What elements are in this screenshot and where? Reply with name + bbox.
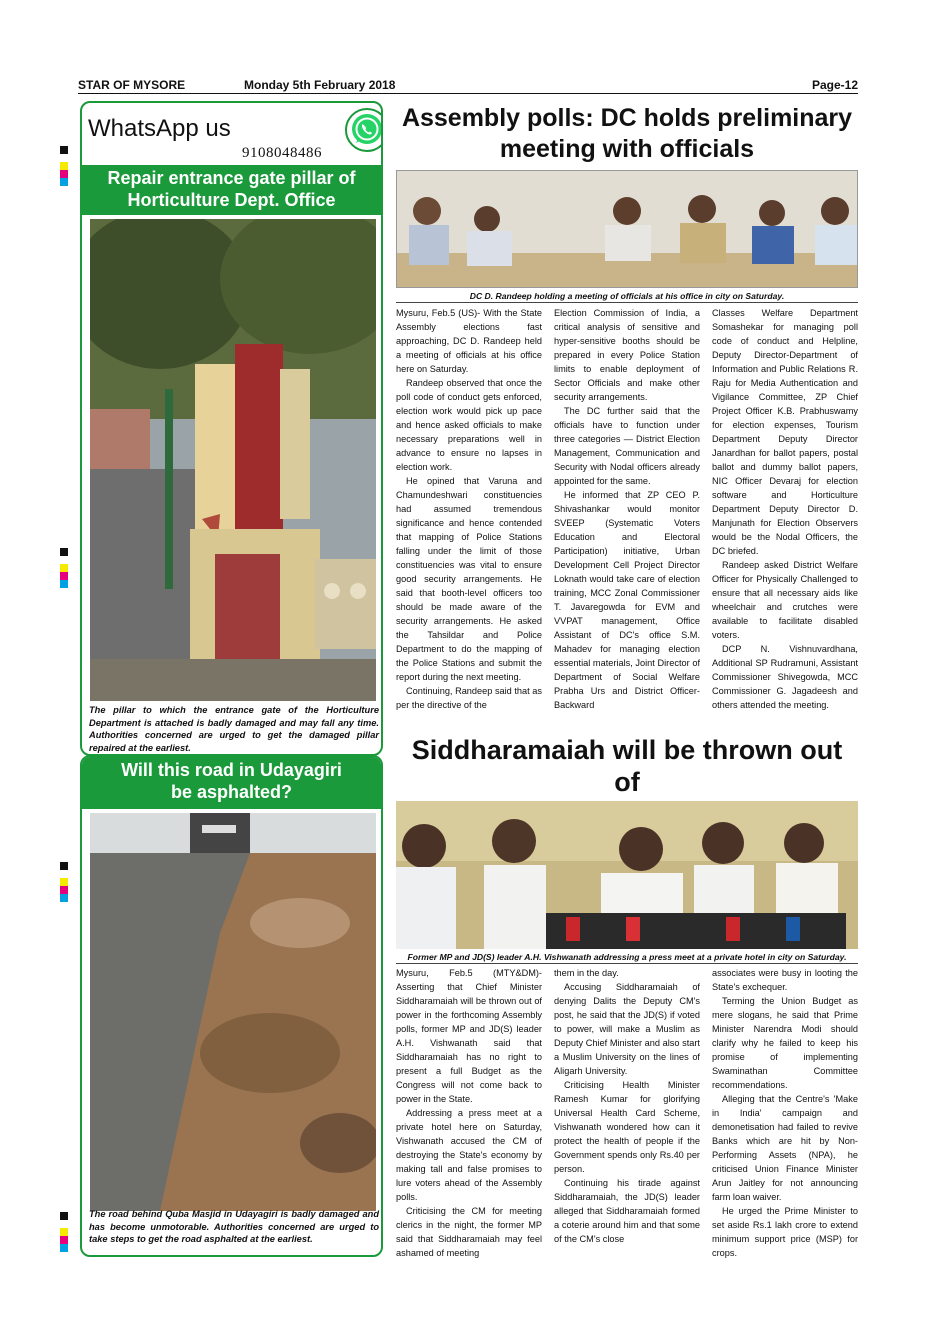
paragraph: Mysuru, Feb.5 (US)- With the State Assembly elections fast approaching, DC D. Randeep held a meeting of officials at his office here on Saturday.: [396, 308, 542, 374]
paragraph: Mysuru, Feb.5 (MTY&DM)- Asserting that Chief Minister Siddharamaiah will be thrown out of power in the forthcoming Assembly polls, former MP and JD(S) leader A.H. Vishwanath said that Siddharamaiah has no right to present a full Budget as the Congress will not come back to power in the State.: [396, 968, 542, 1104]
story2-column-1: [396, 966, 542, 1266]
press-meet-caption: Former MP and JD(S) leader A.H. Vishwanath addressing a press meet at a private hotel in city on Saturday.: [396, 952, 858, 964]
paragraph: Continuing, Randeep said that as per the directive of the: [396, 686, 542, 710]
paragraph: He opined that Varuna and Chamundeshwari constituencies had assumed tremendous significance and hence contended that mapping of Police Stations falling under the limit of those constituencies was vital to ensure good security arrangements. He said that booth-level officers too should be made aware of the security arrangements. He asked the Tahsildar and Police Department to do the mapping of the Police Stations and submit the report during the next meeting.: [396, 476, 542, 682]
story2-column-2: [554, 966, 700, 1266]
registration-marks: [60, 862, 68, 902]
paragraph: Classes Welfare Department Somashekar for managing poll code of conduct and Helpline, Deputy Director-Department of Information and Public Relations R. Raju for Media Authentication and Vigilance Committee, ZP Chief Project Officer K.B. Prabhuswamy for election expenses, Tourism Department Deputy Director Janardhan for ballot papers, postal ballot and dummy ballot papers, NIC Officer Devaraj for election software and Horticulture Department Deputy Director D. Manjunath for Election Observers would be the Nodal Officers, the DC briefed.: [712, 308, 858, 556]
story1-column-2: [554, 306, 700, 726]
paragraph: He informed that ZP CEO P. Shivashankar would monitor SVEEP (Systematic Voters Education and Electoral Participation) initiative, Urban Development Cell Project Director Loknath would take care of election training, MCC Zonal Commissioner T. Javaregowda for EVM and VVPAT management, Office Assistant of DC's office S.M. Mahadev for managing election essential materials, Joint Director of Department of Social Welfare Prabha Urs and District Officer-Backward: [554, 490, 700, 710]
item-title-line2: be asphalted?: [170, 782, 293, 802]
story2-body: [396, 966, 858, 1266]
pillar-caption: The pillar to which the entrance gate of the Horticulture Department is attached is badly damaged and may fall any time. Authorities concerned are urged to get the damaged pillar repaired at the earliest.: [89, 705, 379, 753]
whatsapp-icon: [344, 107, 383, 153]
whatsapp-phone: 9108048486: [242, 145, 322, 161]
headline-line1: Assembly polls: DC holds preliminary: [401, 104, 853, 132]
meeting-photo-caption: DC D. Randeep holding a meeting of officials at his office in city on Saturday.: [396, 291, 858, 303]
paragraph: them in the day.: [554, 968, 619, 978]
page-header: [78, 78, 858, 94]
paragraph: Terming the Union Budget as mere slogans, he said that Prime Minister Narendra Modi should clarify why he failed to keep his promise of implementing Swaminathan Committee recommendations.: [712, 996, 858, 1090]
item-title-band: [82, 757, 381, 809]
whatsapp-box-pillar: [80, 101, 383, 756]
item-title-line1: Will this road in Udayagiri: [121, 760, 342, 780]
story1-column-3: [712, 306, 858, 726]
story2-column-3: [712, 966, 858, 1266]
paragraph: Randeep asked District Welfare Officer for Physically Challenged to ensure that all necessary aids like wheelchair and crutches were available to facilitate disabled voters.: [712, 560, 858, 640]
registration-marks: [60, 1212, 68, 1252]
road-caption: The road behind Quba Masjid in Udayagiri is badly damaged and has become unmotorable. Authorities concerned are urged to take steps to get the road asphalted at the earliest.: [89, 1209, 379, 1244]
paragraph: The DC further said that the officials have to function under three categories — District Election Management, Communication and Security with Nodal officers already appointed for the same.: [554, 406, 700, 486]
paragraph: Criticising Health Minister Ramesh Kumar for glorifying Universal Health Card Scheme, Vishwanath wondered how can it protect the health of people if the Government spends only Rs.40 per person.: [554, 1080, 700, 1174]
headline-line1: Siddharamaiah will be thrown out of: [411, 735, 843, 797]
registration-marks: [60, 146, 68, 186]
paragraph: Randeep observed that once the poll code of conduct gets enforced, election work would pick up pace and hence asked officials to make necessary preparations well in advance to ensure no lapses in election work.: [396, 378, 542, 472]
udayagiri-road-box: [80, 755, 383, 1257]
paragraph: Continuing his tirade against Siddharamaiah, the JD(S) leader alleged that Siddharamaiah formed a coterie around him and that some of the CM's close: [554, 1178, 700, 1244]
item-title-line1: Repair entrance gate pillar of: [107, 168, 356, 188]
story1-column-1: [396, 306, 542, 726]
story1-body: [396, 306, 858, 726]
paragraph: Accusing Siddharamaiah of denying Dalits the Deputy CM's post, he said that the JD(S) if voted to power, will make a Muslim as Deputy Chief Minister and also start a Muslim University on the lines of Aligarh University.: [554, 982, 700, 1076]
paragraph: associates were busy in looting the State's exchequer.: [712, 968, 858, 992]
road-photo: [90, 813, 376, 1211]
item-title-band: [82, 165, 381, 215]
paragraph: DCP N. Vishnuvardhana, Additional SP Rudramuni, Assistant Commissioner Shivegowda, MCC Commissioner G. Jagadeesh and others attended the meeting.: [712, 644, 858, 710]
press-meet-photo: [396, 801, 858, 949]
headline-line2: meeting with officials: [499, 135, 755, 163]
paragraph: He urged the Prime Minister to set aside Rs.1 lakh crore to extend minimum support price (MSP) for crops.: [712, 1206, 858, 1258]
pillar-photo: [90, 219, 376, 701]
paragraph: Criticising the CM for meeting clerics in the night, the former MP said that Siddharamaiah may feel ashamed of meeting: [396, 1206, 542, 1258]
paragraph: Election Commission of India, a critical analysis of sensitive and hyper-sensitive booths should be prepared in every Police Station limits to enable deployment of Sector Officials and make other security arrangements.: [554, 308, 700, 402]
whatsapp-title: WhatsApp us: [88, 115, 231, 142]
registration-marks: [60, 548, 68, 588]
item-title-line2: Horticulture Dept. Office: [127, 190, 336, 210]
story1-headline: [396, 103, 858, 165]
page-number: Page-12: [811, 78, 858, 92]
paragraph: Addressing a press meet at a private hotel here on Saturday, Vishwanath accused the CM of destroying the State's economy by making tall and false promises to lure voters ahead of the Assembly polls.: [396, 1108, 542, 1202]
issue-date: Monday 5th February 2018: [244, 78, 396, 92]
meeting-photo: [396, 170, 858, 288]
paragraph: Alleging that the Centre's 'Make in India' campaign and demonetisation had failed to revive Banks which are hit by Non-Performing Assets (NPA), he criticised Union Finance Minister Arun Jaitley for not announcing farm loan waiver.: [712, 1094, 858, 1202]
publication-name: STAR OF MYSORE: [78, 78, 186, 92]
